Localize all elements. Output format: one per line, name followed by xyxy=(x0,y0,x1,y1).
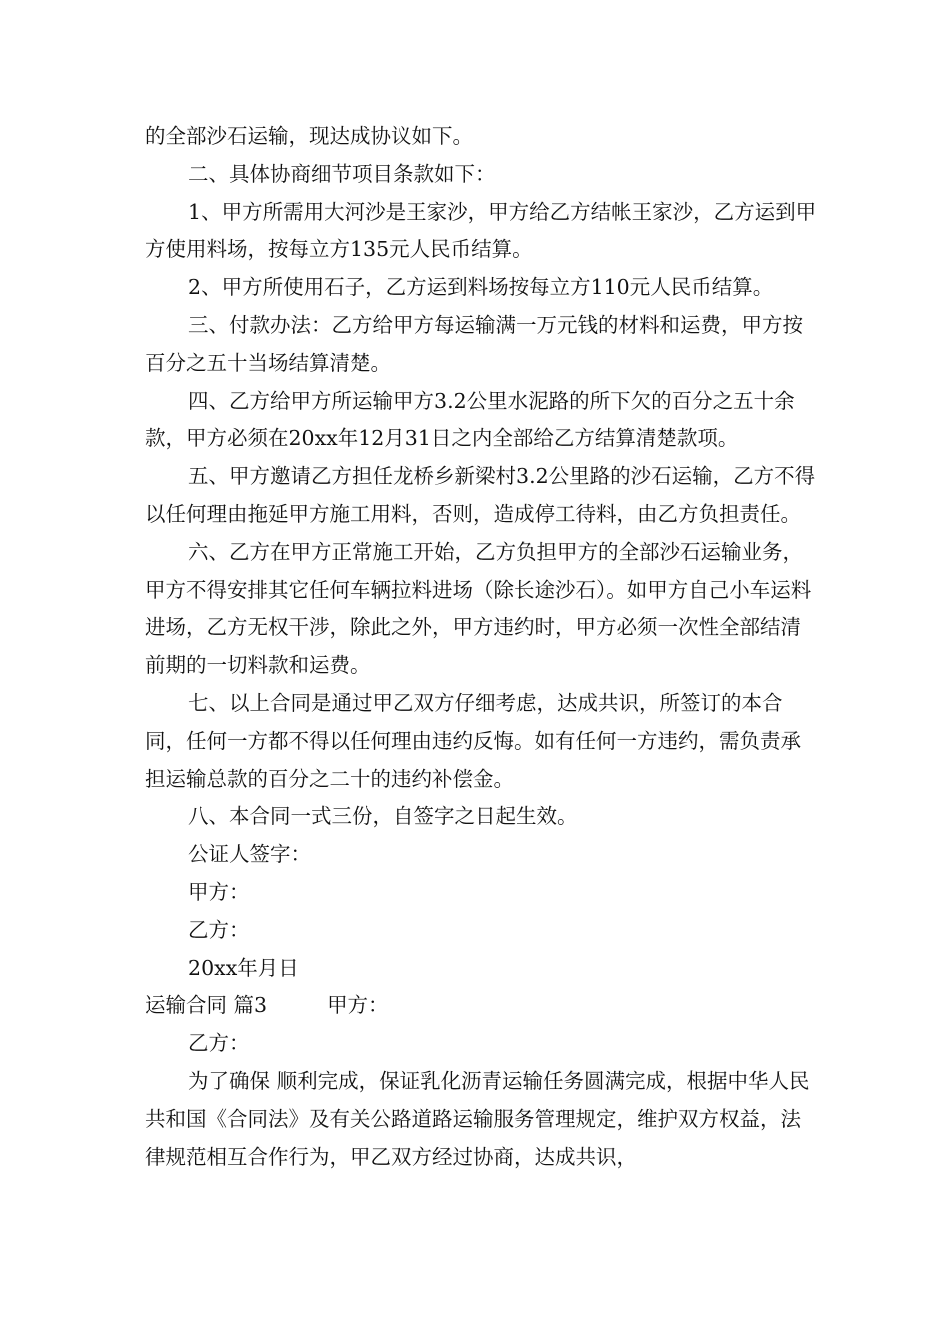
signature-party-a: 甲方： xyxy=(188,879,250,904)
signature-notary: 公证人签字： xyxy=(188,842,312,867)
paragraph-4: 三、付款办法：乙方给甲方每运输满一万元钱的材料和运费，甲方按百分之五十当场结算清楚。 xyxy=(145,312,804,375)
section-intro-paragraph: 为了确保 顺利完成，保证乳化沥青运输任务圆满完成，根据中华人民共和国《合同法》及有关公路道路运输服务管理规定，维护双方权益，法律规范相互合作行为，甲乙双方经过协商，达成共识， xyxy=(145,1068,810,1169)
section-title: 运输合同 篇3 xyxy=(145,993,268,1018)
paragraph-1: 二、具体协商细节项目条款如下： xyxy=(188,161,496,186)
section-party-b: 乙方： xyxy=(188,1031,250,1056)
paragraph-0: 的全部沙石运输，现达成协议如下。 xyxy=(145,124,473,148)
paragraph-7: 六、乙方在甲方正常施工开始，乙方负担甲方的全部沙石运输业务，甲方不得安排其它任何车辆拉料进场（除长途沙石）。如甲方自己小车运料进场，乙方无权干涉，除此之外，甲方违约时，甲方必须一次性全部结清前期的一切料款和运费。 xyxy=(145,539,812,678)
signature-date: 20xx年月日 xyxy=(188,955,299,980)
paragraph-5: 四、乙方给甲方所运输甲方3.2公里水泥路的所下欠的百分之五十余款，甲方必须在20xx年12月31日之内全部给乙方结算清楚款项。 xyxy=(145,388,795,451)
paragraph-9: 八、本合同一式三份，自签字之日起生效。 xyxy=(188,804,578,829)
document-body xyxy=(145,118,820,1176)
signature-party-b: 乙方： xyxy=(188,917,250,942)
paragraph-6: 五、甲方邀请乙方担任龙桥乡新梁村3.2公里路的沙石运输，乙方不得以任何理由拖延甲方施工用料，否则，造成停工待料，由乙方负担责任。 xyxy=(145,464,816,526)
section-heading xyxy=(145,987,820,1025)
section-party-a: 甲方： xyxy=(327,993,389,1018)
paragraph-8: 七、以上合同是通过甲乙双方仔细考虑，达成共识，所签订的本合同，任何一方都不得以任何理由违约反悔。如有任何一方违约，需负责承担运输总款的百分之二十的违约补偿金。 xyxy=(145,690,801,791)
paragraph-2: 1、甲方所需用大河沙是王家沙，甲方给乙方结帐王家沙，乙方运到甲方使用料场，按每立方135元人民币结算。 xyxy=(145,199,817,262)
paragraph-3: 2、甲方所使用石子，乙方运到料场按每立方110元人民币结算。 xyxy=(188,275,774,300)
